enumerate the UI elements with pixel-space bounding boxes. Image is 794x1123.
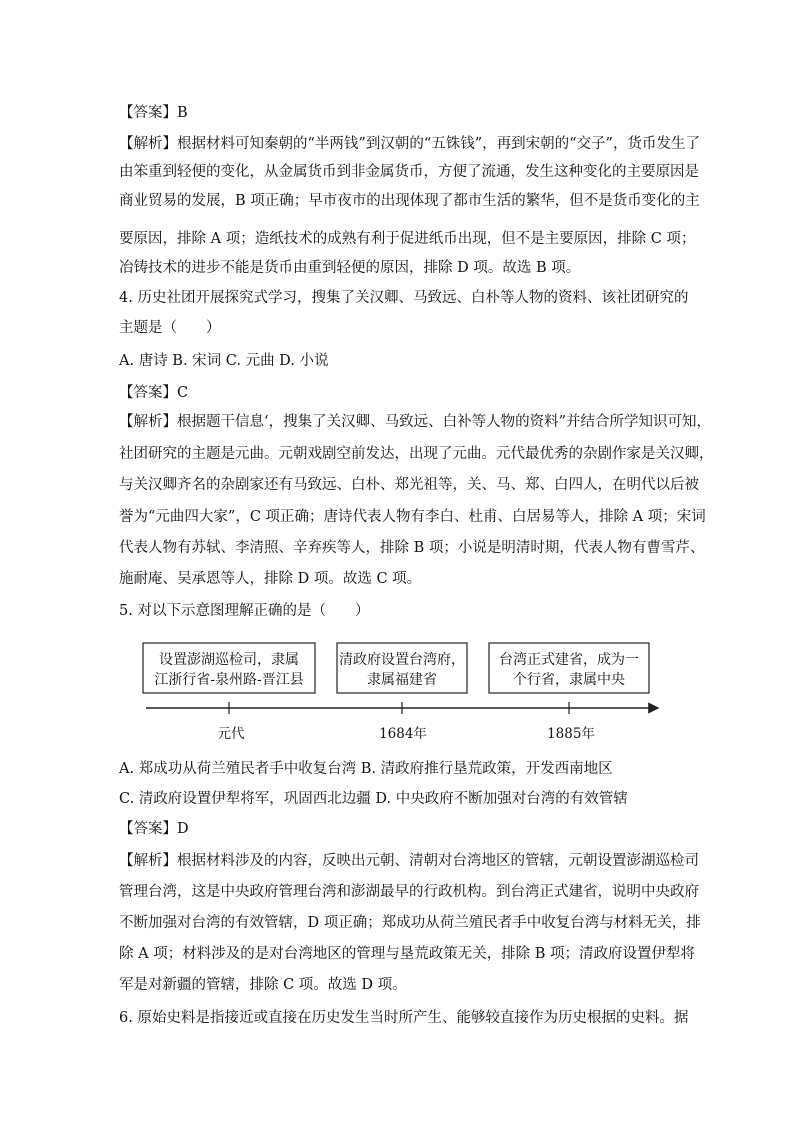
timeline-label-1684: 1684年 bbox=[379, 726, 427, 742]
timeline-box-yuan bbox=[143, 643, 315, 693]
analysis-line: 不断加强对台湾的有效管辖，D 项正确；郑成功从荷兰殖民者手中收复台湾与材料无关，排 bbox=[119, 915, 701, 931]
analysis-line: 【解析】根据材料涉及的内容，反映出元朝、清朝对台湾地区的管辖，元朝设置澎湖巡检司 bbox=[119, 853, 699, 869]
analysis-line: 【解析】根据题干信息‘，搜集了关汉卿、马致远、白补等人物的资料”并结合所学知识可知， bbox=[119, 414, 712, 430]
box-line: 清政府设置台湾府， bbox=[339, 652, 465, 668]
analysis-line: 管理台湾，这是中央政府管理台湾和澎湖最早的行政机构。到台湾正式建省，说明中央政府 bbox=[119, 884, 699, 900]
timeline-box-1684 bbox=[337, 643, 467, 693]
analysis-line: 要原因，排除 A 项；造纸技术的成熟有利于促进纸币出现，但不是主要原因，排除 C 项； bbox=[119, 231, 696, 247]
question-line: 4. 历史社团开展探究式学习，搜集了关汉卿、马致远、白朴等人物的资料、该社团研究的 bbox=[119, 290, 689, 306]
box-line: 个行省，隶属中央 bbox=[513, 672, 625, 688]
options-line: A. 唐诗 B. 宋词 C. 元曲 D. 小说 bbox=[119, 353, 329, 369]
analysis-line: 由笨重到轻便的变化，从金属货币到非金属货币，方便了流通，发生这种变化的主要原因是 bbox=[119, 164, 699, 180]
analysis-line: 冶铸技术的进步不能是货币由重到轻便的原因，排除 D 项。故选 B 项。 bbox=[119, 260, 581, 276]
analysis-line: 代表人物有苏轼、李清照、辛弃疾等人，排除 B 项；小说是明清时期，代表人物有曹雪芹、 bbox=[119, 540, 705, 556]
analysis-line: 施耐庵、吴承恩等人，排除 D 项。故选 C 项。 bbox=[119, 571, 422, 587]
question-line: 5. 对以下示意图理解正确的是（ ） bbox=[119, 603, 370, 619]
analysis-line: 除 A 项；材料涉及的是对台湾地区的管理与垦荒政策无关，排除 B 项；清政府设置伊犁将 bbox=[119, 946, 696, 962]
answer-line: 【答案】B bbox=[119, 105, 188, 121]
box-line: 设置澎湖巡检司，隶属 bbox=[159, 652, 299, 668]
analysis-line: 军是对新疆的管辖，排除 C 项。故选 D 项。 bbox=[119, 977, 407, 993]
box-line: 隶属福建省 bbox=[367, 672, 437, 688]
answer-line: 【答案】C bbox=[119, 385, 189, 401]
options-line: A. 郑成功从荷兰殖民者手中收复台湾 B. 清政府推行垦荒政策，开发西南地区 bbox=[119, 761, 613, 777]
analysis-line: 与关汉卿齐名的杂剧家还有马致远、白朴、郑光祖等，关、马、郑、白四人，在明代以后被 bbox=[119, 477, 699, 493]
timeline-box-1885 bbox=[489, 643, 649, 693]
timeline-label-yuan: 元代 bbox=[217, 726, 245, 742]
question-line: 主题是（ ） bbox=[119, 320, 221, 336]
question-line: 6. 原始史料是指接近或直接在历史发生当时所产生、能够较直接作为历史根据的史料。据 bbox=[119, 1010, 689, 1026]
box-line: 台湾正式建省，成为一 bbox=[499, 652, 639, 668]
options-line: C. 清政府设置伊犁将军，巩固西北边疆 D. 中央政府不断加强对台湾的有效管辖 bbox=[119, 791, 628, 807]
box-line: 江浙行省-泉州路-晋江县 bbox=[154, 672, 304, 688]
analysis-line: 【解析】根据材料可知秦朝的“半两钱”到汉朝的“五铢钱”，再到宋朝的“交子”，货币发生了 bbox=[119, 136, 700, 152]
timeline-label-1885: 1885年 bbox=[547, 726, 595, 742]
analysis-line: 誉为“元曲四大家”，C 项正确；唐诗代表人物有李白、杜甫、白居易等人，排除 A 项；宋词 bbox=[119, 509, 706, 525]
answer-line: 【答案】D bbox=[119, 821, 189, 837]
analysis-line: 社团研究的主题是元曲。元朝戏剧空前发达，出现了元曲。元代最优秀的杂剧作家是关汉卿， bbox=[119, 446, 714, 462]
analysis-line: 商业贸易的发展，B 项正确；早市夜市的出现体现了都市生活的繁华，但不是货币变化的主 bbox=[119, 193, 700, 209]
